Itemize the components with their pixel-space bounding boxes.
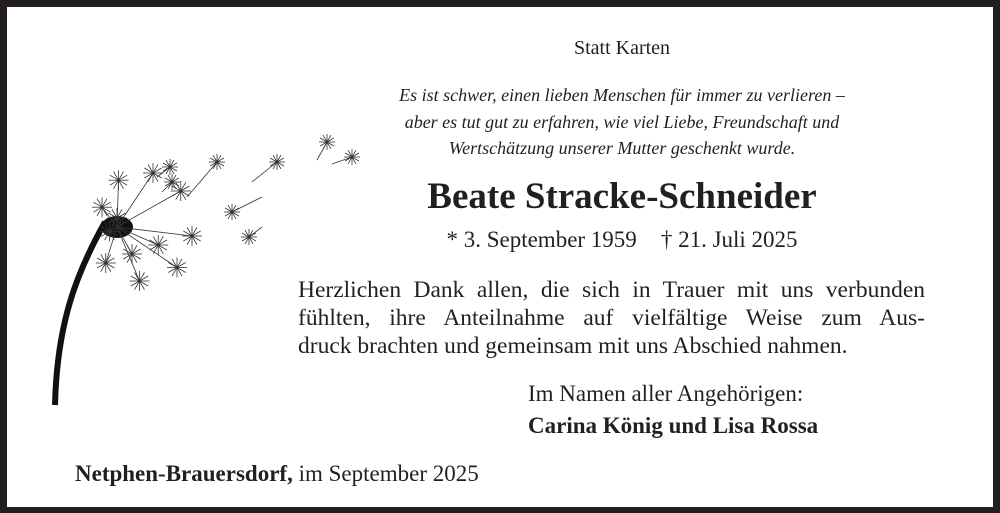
death-date: † 21. Juli 2025 — [660, 227, 798, 252]
quote-line: Wertschätzung unserer Mutter geschenkt wurde. — [448, 138, 796, 158]
thanks-line: druck brachten und gemeinsam mit uns Abschied nahmen. — [298, 333, 848, 359]
signature-names: Carina König und Lisa Rossa — [528, 413, 819, 438]
place-date — [75, 461, 479, 487]
birth-date: * 3. September 1959 — [446, 227, 637, 252]
life-dates — [307, 227, 937, 253]
deceased-name: Beate Stracke-Schneider — [427, 176, 817, 217]
heading-statt-karten: Statt Karten — [573, 37, 671, 59]
thanks-line: Herzlichen Dank allen, die sich in Trauer mit uns verbunden — [298, 277, 925, 303]
signature-intro: Im Namen aller Angehörigen: — [528, 381, 804, 406]
quote-line: aber es tut gut zu erfahren, wie viel Liebe, Freundschaft und — [404, 112, 840, 132]
date: im September 2025 — [298, 461, 479, 486]
place: Netphen-Brauersdorf, — [75, 461, 293, 486]
quote-line: Es ist schwer, einen lieben Menschen für immer zu verlieren – — [399, 85, 845, 105]
dandelion-illustration — [27, 122, 367, 412]
thanks-line: fühlten, ihre Anteilnahme auf vielfältige Weise zum Aus- — [298, 305, 925, 331]
